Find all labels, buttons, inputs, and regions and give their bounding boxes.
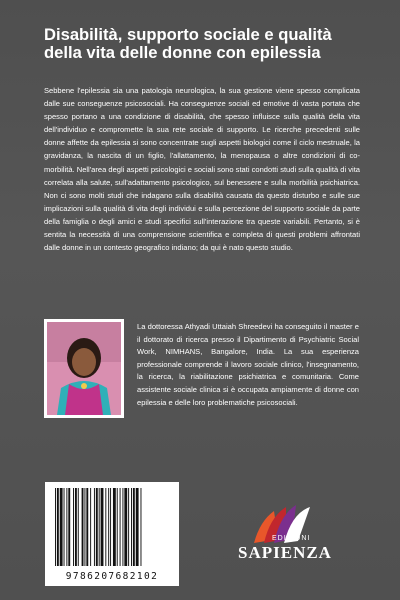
barcode-bar [82, 488, 84, 566]
barcode-bar [96, 488, 98, 566]
publisher-edizioni: EDIZIONI [272, 535, 311, 542]
book-blurb: Sebbene l'epilessia sia una patologia neurologica, la sua gestione viene spesso complicata dalle sue conseguenze psicosociali. Ha conseguenze sociali ed emotive di vasta portata che spesso portano a una condizione di disabilità, che spesso influisce sulla qualità della vita dell'individuo e compromette la sua rete sociale di supporto. Le ricerche precedenti sulle donne affette da epilessia si sono concentrate sugli aspetti biologici come il ciclo mestruale, la gravidanza, la nascita di un figlio, l'allattamento, la menopausa o altre condizioni di co-morbilità. Nell'area degli aspetti psicologici e sociali sono stati condotti studi sulla qualità di vita correlata alla salute, sull'adattamento psicologico, sul benessere e sulla morbilità psichiatrica. Non ci sono molti studi che indagano sulla disabilità causata da questo disturbo e sulle sue implicazioni sulla qualità di vita degli individui e sulla percezione del supporto sociale da parte della famiglia o degli amici e studi specifici sull'interazione tra queste variabili. Pertanto, si è sentita la necessità di una comprensione scientifica e completa di questi problemi affrontati dalle donne in un contesto geografico indiano; da qui è nato questo studio. [44, 86, 360, 253]
barcode-bar [86, 488, 88, 566]
barcode-bar [105, 488, 106, 566]
barcode-bar [99, 488, 100, 566]
publisher-name: SAPIENZA [238, 543, 332, 562]
barcode-bar [101, 488, 104, 566]
isbn-barcode [45, 482, 179, 586]
barcode-bar [94, 488, 95, 566]
author-portrait-icon [47, 322, 121, 415]
barcode-bar [66, 488, 67, 566]
barcode-bar [128, 488, 129, 566]
barcode-bar [113, 488, 116, 566]
barcode-bar [75, 488, 77, 566]
barcode-bar [73, 488, 74, 566]
barcode-bar [64, 488, 65, 566]
isbn-number: 9786207682102 [65, 571, 159, 582]
barcode-bar [136, 488, 139, 566]
book-title: Disabilità, supporto sociale e qualità della vita delle donne con epilessia [44, 25, 332, 62]
barcode-bar [78, 488, 79, 566]
barcode-bar [108, 488, 109, 566]
barcode-icon [53, 488, 171, 566]
barcode-bar [110, 488, 111, 566]
author-bio: La dottoressa Athyadi Uttaiah Shreedevi ha conseguito il master e il dottorato di ricerca presso il Dipartimento di Psychiatric Social Work, NIMHANS, Bangalore, India. La sua esperienza professionale comprende il lavoro sociale clinico, l'insegnamento, la ricerca, la riabilitazione psichiatrica e comunitaria. Come assistente sociale clinica si è occupata ampiamente di donne con epilessia e delle loro problematiche psicosociali. [137, 322, 359, 407]
barcode-bar [117, 488, 118, 566]
barcode-bar [90, 488, 91, 566]
author-photo [44, 319, 124, 418]
barcode-bar [57, 488, 59, 566]
publisher-logo [232, 503, 342, 573]
barcode-bar [68, 488, 70, 566]
barcode-bar [141, 488, 142, 566]
barcode-bar [60, 488, 63, 566]
barcode-bar [122, 488, 123, 566]
barcode-bar [133, 488, 135, 566]
barcode-bar [131, 488, 132, 566]
barcode-bar [120, 488, 121, 566]
barcode-bar [84, 488, 85, 566]
barcode-bar [124, 488, 127, 566]
barcode-bar [55, 488, 56, 566]
